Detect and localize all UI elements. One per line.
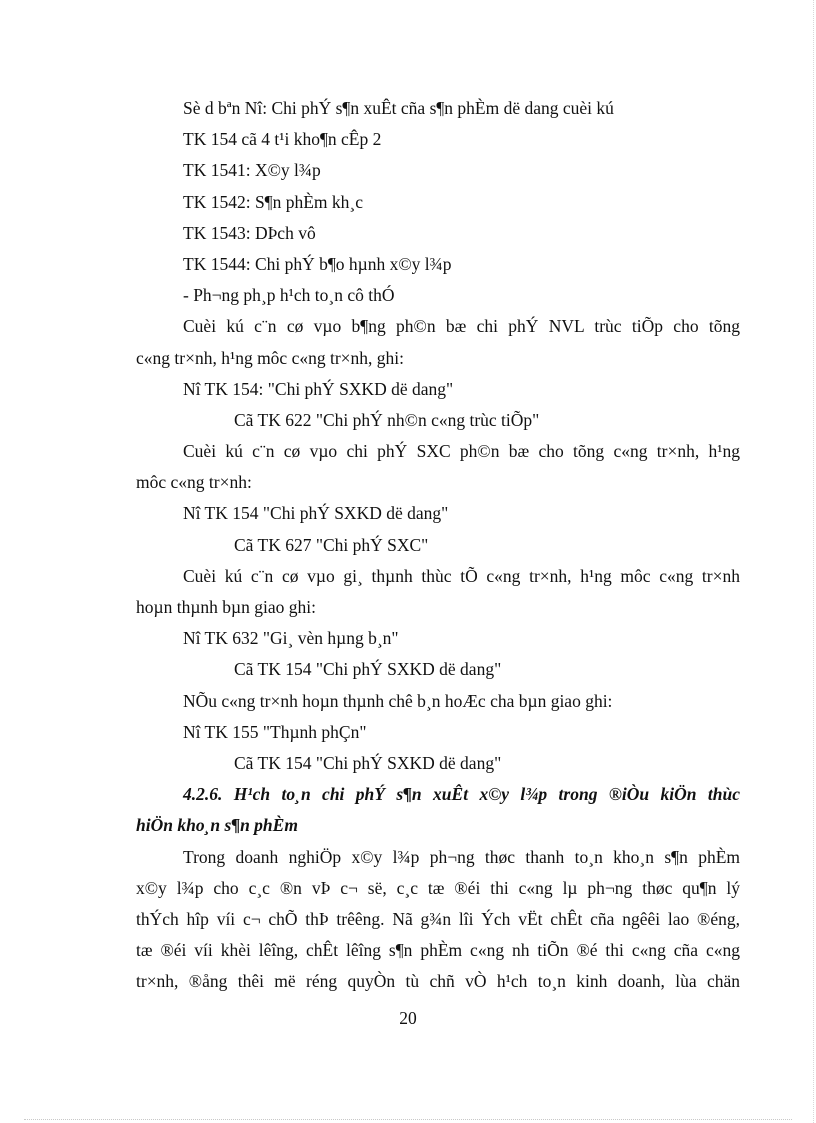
text-line: Cuèi kú c¨n cø vµo b¶ng ph©n bæ chi phÝ NVL trùc tiÕp cho tõng (183, 316, 740, 337)
text-line: Cã TK 154 "Chi phÝ SXKD dë dang" (234, 752, 502, 773)
text-line: TK 1542: S¶n phÈm kh¸c (183, 191, 363, 212)
text-line: Nî TK 154 "Chi phÝ SXKD dë dang" (183, 503, 449, 524)
text-line: Cuèi kú c¨n cø vµo gi¸ thµnh thùc tÕ c«ng tr×nh, h¹ng môc c«ng tr×nh (183, 565, 740, 586)
text-line: TK 1543: DÞch vô (183, 222, 316, 243)
text-line: c«ng tr×nh, h¹ng môc c«ng tr×nh, ghi: (136, 347, 405, 368)
text-line: Trong doanh nghiÖp x©y l¾p ph¬ng thøc thanh to¸n kho¸n s¶n phÈm (183, 846, 740, 867)
text-line: Nî TK 155 "Thµnh phÇn" (183, 721, 367, 742)
text-line: môc c«ng tr×nh: (136, 472, 252, 493)
text-line: Nî TK 632 "Gi¸ vèn hµng b¸n" (183, 628, 399, 649)
section-heading-line: hiÖn kho¸n s¶n phÈm (136, 815, 298, 836)
text-line: tr×nh, ®ång thêi më réng quyÒn tù chñ vÒ h¹ch to¸n kinh doanh, lùa chän (136, 971, 740, 992)
text-line: Sè d bªn Nî: Chi phÝ s¶n xuÊt cña s¶n phÈm dë dang cuèi kú (183, 98, 614, 118)
section-heading-line: 4.2.6. H¹ch to¸n chi phÝ s¶n xuÊt x©y l¾p trong ®iÒu kiÖn thùc (183, 784, 740, 805)
text-line: NÕu c«ng tr×nh hoµn thµnh chê b¸n hoÆc cha bµn giao ghi: (183, 690, 613, 711)
document-body (136, 93, 740, 997)
text-line: Cã TK 154 "Chi phÝ SXKD dë dang" (234, 659, 502, 680)
text-line: tæ ®éi víi khèi lêîng, chÊt lêîng s¶n phÈm c«ng nh tiÕn ®é thi c«ng cña c«ng (136, 940, 740, 961)
text-line: - Ph¬ng ph¸p h¹ch to¸n cô thÓ (183, 285, 395, 306)
text-line: Cã TK 622 "Chi phÝ nh©n c«ng trùc tiÕp" (234, 409, 540, 430)
text-line: thÝch hîp víi c¬ chÕ thÞ trêêng. Nã g¾n lîi Ých vËt chÊt cña ngêêi lao ®éng, (136, 908, 740, 929)
text-line: Cã TK 627 "Chi phÝ SXC" (234, 534, 429, 555)
text-line: TK 1544: Chi phÝ b¶o hµnh x©y l¾p (183, 253, 452, 274)
text-line: TK 154 cã 4 t¹i kho¶n cÊp 2 (183, 129, 382, 150)
text-line: x©y l¾p cho c¸c ®n vÞ c¬ së, c¸c tæ ®éi thi c«ng lµ ph¬ng thøc qu¶n lý (136, 877, 740, 898)
page-right-border (813, 0, 814, 1123)
text-line: hoµn thµnh bµn giao ghi: (136, 597, 316, 617)
page-bottom-border (24, 1119, 792, 1120)
page-number: 20 (399, 1008, 417, 1028)
text-line: Cuèi kú c¨n cø vµo chi phÝ SXC ph©n bæ cho tõng c«ng tr×nh, h¹ng (183, 441, 740, 462)
text-line: TK 1541: X©y l¾p (183, 160, 321, 181)
text-line: Nî TK 154: "Chi phÝ SXKD dë dang" (183, 378, 454, 399)
